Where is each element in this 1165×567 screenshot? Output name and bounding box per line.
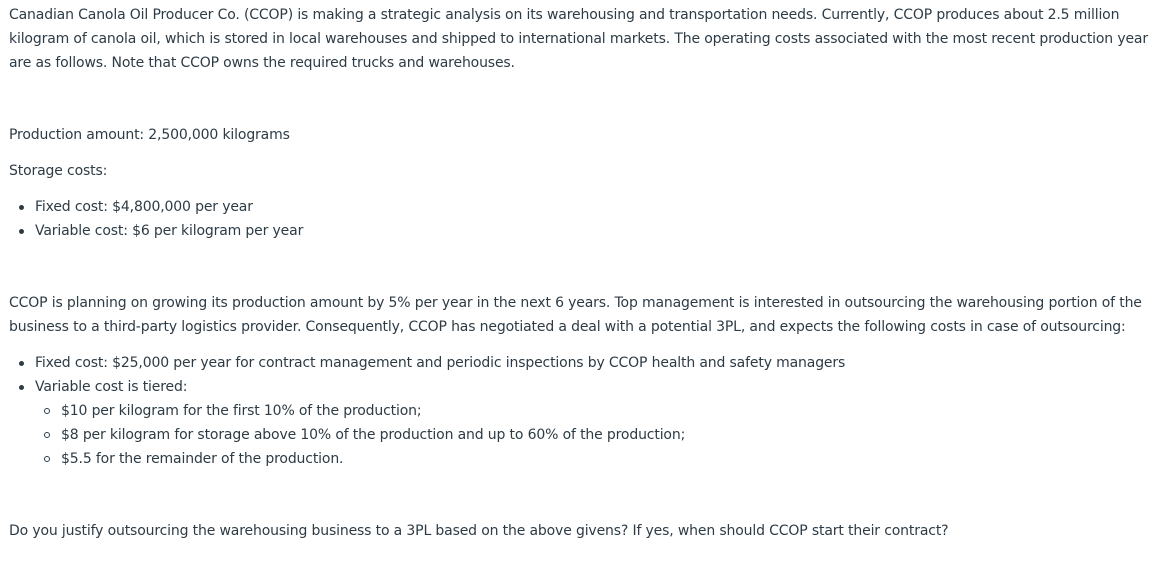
list-item: $8 per kilogram for storage above 10% of the production and up to 60% of the production; <box>35 423 1157 447</box>
variable-tiers-list <box>35 399 1157 471</box>
production-amount: Production amount: 2,500,000 kilograms <box>9 127 290 143</box>
list-item: Fixed cost: $4,800,000 per year <box>9 195 1157 219</box>
list-item: Fixed cost: $25,000 per year for contract management and periodic inspections by CCOP health and safety managers <box>9 351 1157 375</box>
list-item: Variable cost: $6 per kilogram per year <box>9 219 1157 243</box>
list-item <box>9 375 1157 471</box>
list-item: $5.5 for the remainder of the production. <box>35 447 1157 471</box>
outsourcing-costs-list <box>9 351 1157 471</box>
storage-costs-list <box>9 195 1157 243</box>
growth-paragraph: CCOP is planning on growing its production amount by 5% per year in the next 6 years. Top management is interested in outsourcing the warehousing portion of the business to a third-party logistics provider. Consequently, CCOP has negotiated a deal with a potential 3PL, and expects the following costs in case of outsourcing: <box>9 295 1142 335</box>
question-paragraph: Do you justify outsourcing the warehousing business to a 3PL based on the above givens? If yes, when should CCOP start their contract? <box>9 523 949 539</box>
variable-cost-label: Variable cost is tiered: <box>35 379 188 395</box>
intro-paragraph: Canadian Canola Oil Producer Co. (CCOP) is making a strategic analysis on its warehousing and transportation needs. Currently, CCOP produces about 2.5 million kilogram of canola oil, which is stored in local warehouses and shipped to international markets. The operating costs associated with the most recent production year are as follows. Note that CCOP owns the required trucks and warehouses. <box>9 7 1148 71</box>
storage-costs-label: Storage costs: <box>9 163 108 179</box>
list-item: $10 per kilogram for the first 10% of the production; <box>35 399 1157 423</box>
